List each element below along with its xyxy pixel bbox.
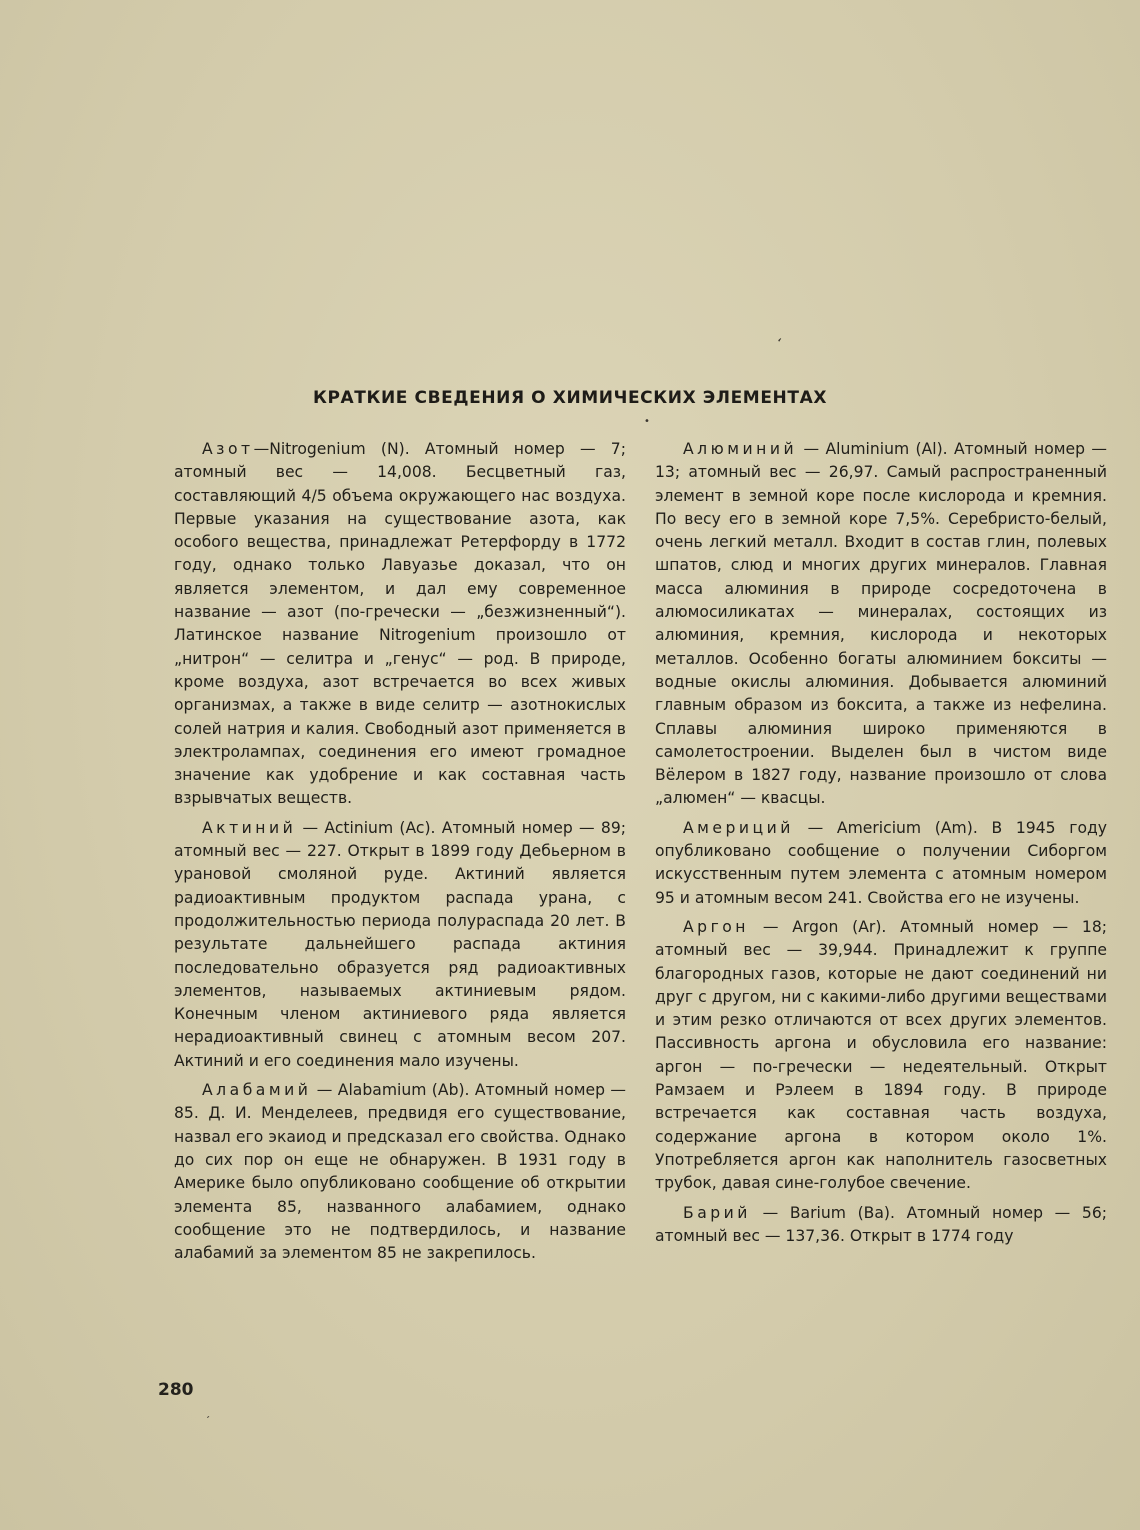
entry-alabamiy (174, 1079, 626, 1265)
entry-text: — Americium (Am). В 1945 году опубликовано сообщение о получении Сиборгом искусственным путем элемента с атомным номером 95 и атомным весом 241. Свойства его не изучены. (655, 818, 1107, 907)
ink-dot: • (644, 416, 650, 427)
entry-text: — Barium (Ba). Атомный номер — 56; атомный вес — 137,36. Открыт в 1774 году (655, 1203, 1107, 1245)
left-column (174, 438, 626, 1265)
ink-speck: ‘ (202, 1414, 211, 1426)
entry-ameritsiy (655, 817, 1107, 910)
entry-text: — Argon (Ar). Атомный номер — 18; атомный вес — 39,944. Принадлежит к группе благородных газов, которые не дают соединений ни друг с другом, ни с какими-либо другими веществами и этим резко отличаются от всех других элементов. Пассивность аргона и обусловила его название: аргон — по-гречески — недеятельный. Открыт Рамзаем и Рэлеем в 1894 году. В природе встречается как составная часть воздуха, содержание аргона в котором около 1%. Употребляется аргон как наполнитель газосветных трубок, давая сине-голубое свечение. (655, 917, 1107, 1193)
entry-argon (655, 916, 1107, 1196)
entry-term: Алабамий (202, 1081, 312, 1100)
entry-azot (174, 438, 626, 811)
entry-text: — Actinium (Ac). Атомный номер — 89; атомный вес — 227. Открыт в 1899 году Дебьерном в урановой смоляной руде. Актиний является радиоактивным продуктом распада урана, с продолжительностью периода полураспада 20 лет. В результате дальнейшего распада актиния последовательно образуется ряд радиоактивных элементов, называемых актиниевым рядом. Конечным членом актиниевого ряда является нерадиоактивный свинец с атомным весом 207. Актиний и его соединения мало изучены. (174, 818, 626, 1070)
ink-speck: ‘ (773, 335, 784, 353)
entry-text: —Nitrogenium (N). Атомный номер — 7; атомный вес — 14,008. Бесцветный газ, составляющий 4/5 объема окружающего нас воздуха. Первые указания на существование азота, как особого вещества, принадлежат Ретерфорду в 1772 году, однако только Лавуазье доказал, что он является элементом, и дал ему современное название — азот (по-гречески — „безжизненный“). Латинское название Nitrogenium произошло от „нитрон“ — селитра и „генус“ — род. В природе, кроме воздуха, азот встречается во всех живых организмах, а также в виде селитр — азотнокислых солей натрия и калия. Свободный азот применяется в электролампах, соединения его имеют громадное значение как удобрение и как составная часть взрывчатых веществ. (174, 440, 626, 808)
entry-text: — Alabamium (Ab). Атомный номер — 85. Д. И. Менделеев, предвидя его существование, назвал его экаиод и предсказал его свойства. Однако до сих пор он еще не обнаружен. В 1931 году в Америке было опубликовано сообщение об открытии элемента 85, названного алабамием, однако сообщение это не подтвердилось, и название алабамий за элементом 85 не закрепилось. (174, 1081, 626, 1263)
page-number: 280 (158, 1380, 194, 1400)
entry-text: — Aluminium (Al). Атомный номер — 13; атомный вес — 26,97. Самый распространенный элемент в земной коре после кислорода и кремния. По весу его в земной коре 7,5%. Серебристо-белый, очень легкий металл. Входит в состав глин, полевых шпатов, слюд и многих других минералов. Главная масса алюминия в природе сосредоточена в алюмосиликатах — минералах, состоящих из алюминия, кремния, кислорода и некоторых металлов. Особенно богаты алюминием бокситы — водные окислы алюминия. Добывается алюминий главным образом из боксита, а также из нефелина. Сплавы алюминия широко применяются в самолетостроении. Выделен был в чистом виде Вёлером в 1827 году, название произошло от слова „алюмен“ — квасцы. (655, 440, 1107, 808)
entry-bariy (655, 1202, 1107, 1249)
entry-aktiniy (174, 817, 626, 1073)
entry-alyuminiy (655, 438, 1107, 811)
entry-term: Барий (683, 1203, 751, 1222)
entry-term: Алюминий (683, 440, 798, 458)
right-column (655, 438, 1107, 1248)
page-title: КРАТКИЕ СВЕДЕНИЯ О ХИМИЧЕСКИХ ЭЛЕМЕНТАХ (312, 388, 828, 408)
entry-term: Азот (202, 440, 254, 458)
entry-term: Америций (683, 818, 794, 837)
entry-term: Аргон (683, 917, 749, 936)
entry-term: Актиний (202, 818, 297, 837)
